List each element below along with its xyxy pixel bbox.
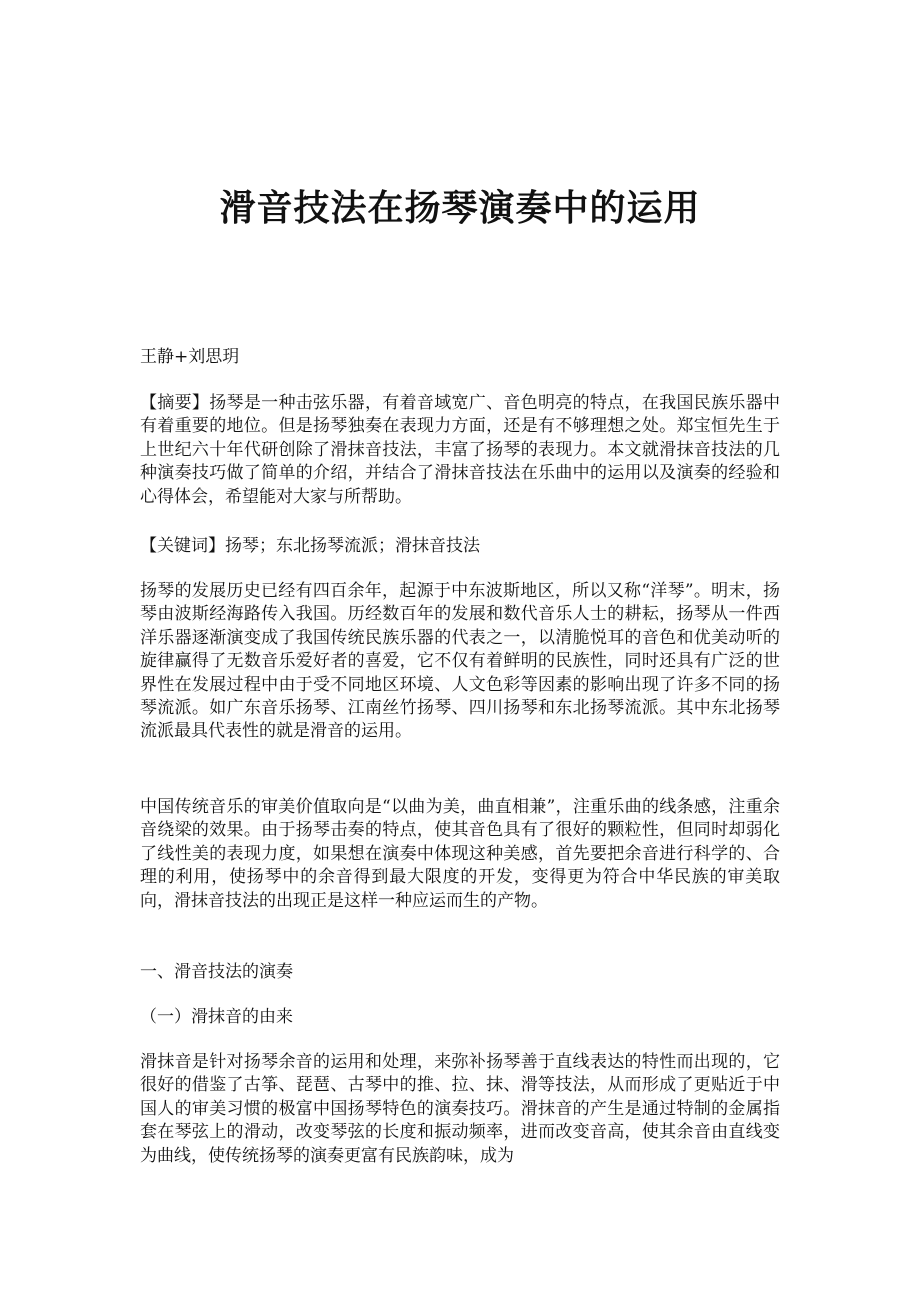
- document-title: 滑音技法在扬琴演奏中的运用: [219, 187, 701, 229]
- abstract-paragraph: 【摘要】扬琴是一种击弦乐器，有着音域宽广、音色明亮的特点，在我国民族乐器中有着重要的地位。但是扬琴独奏在表现力方面，还是有不够理想之处。郑宝恒先生于上世纪六十年代研创除了滑抹音技法，丰富了扬琴的表现力。本文就滑抹音技法的几种演奏技巧做了简单的介绍，并结合了滑抹音技法在乐曲中的运用以及演奏的经验和心得体会，希望能对大家与所帮助。: [140, 393, 780, 507]
- body-paragraph: 扬琴的发展历史已经有四百余年，起源于中东波斯地区，所以又称“洋琴”。明末，扬琴由波斯经海路传入我国。历经数百年的发展和数代音乐人士的耕耘，扬琴从一件西洋乐器逐渐演变成了我国传统民族乐器的代表之一，以清脆悦耳的音色和优美动听的旋律赢得了无数音乐爱好者的喜爱，它不仅有着鲜明的民族性，同时还具有广泛的世界性在发展过程中由于受不同地区环境、人文色彩等因素的影响出现了许多不同的扬琴流派。如广东音乐扬琴、江南丝竹扬琴、四川扬琴和东北扬琴流派。其中东北扬琴流派最具代表性的就是滑音的运用。: [140, 581, 780, 742]
- keywords-line: 【关键词】扬琴；东北扬琴流派；滑抹音技法: [140, 536, 480, 556]
- body-paragraph: 滑抹音是针对扬琴余音的运用和处理，来弥补扬琴善于直线表达的特性而出现的，它很好的借鉴了古筝、琵琶、古琴中的推、拉、抹、滑等技法，从而形成了更贴近于中国人的审美习惯的极富中国扬琴特色的演奏技巧。滑抹音的产生是通过特制的金属指套在琴弦上的滑动，改变琴弦的长度和振动频率，进而改变音高，使其余音由直线变为曲线，使传统扬琴的演奏更富有民族韵味，成为: [140, 1052, 780, 1166]
- author-line: 王静+刘思玥: [140, 347, 240, 367]
- section-heading: 一、滑音技法的演奏: [140, 962, 293, 982]
- subsection-heading: （一）滑抹音的由来: [140, 1007, 293, 1027]
- body-paragraph: 中国传统音乐的审美价值取向是“以曲为美，曲直相兼”，注重乐曲的线条感，注重余音绕梁的效果。由于扬琴击奏的特点，使其音色具有了很好的颗粒性，但同时却弱化了线性美的表现力度，如果想在演奏中体现这种美感，首先要把余音进行科学的、合理的利用，使扬琴中的余音得到最大限度的开发，变得更为符合中华民族的审美取向，滑抹音技法的出现正是这样一种应运而生的产物。: [140, 797, 780, 911]
